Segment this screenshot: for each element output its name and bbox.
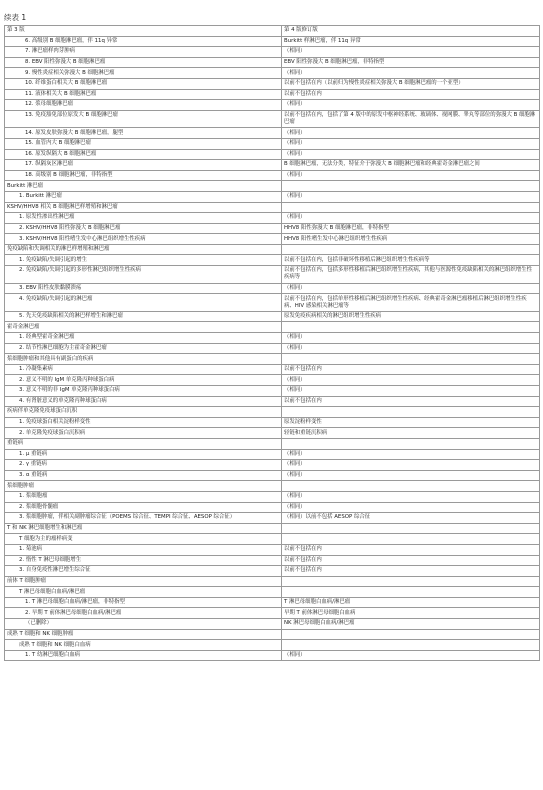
cell-4th-revised: [282, 523, 540, 534]
cell-4th-revised: B 细胞淋巴瘤，无法分类，特征介于弥漫大 B 细胞淋巴瘤和经典霍奇金淋巴瘤之间: [282, 160, 540, 171]
cell-4th-revised: （相同）: [282, 386, 540, 397]
cell-3rd-edition: 1. 原发性渗出性淋巴瘤: [5, 213, 282, 224]
table-row: [5, 223, 540, 234]
cell-3rd-edition: 3. 自身免疫性淋巴增生综合征: [5, 566, 282, 577]
table-row: [5, 170, 540, 181]
cell-3rd-edition: 11. 液体相关大 B 细胞淋巴瘤: [5, 89, 282, 100]
cell-4th-revised: 以前不包括在内，包括了第 4 版中的原发中枢神经系统、玻璃体、视网膜、睾丸等部位的弥漫大 B 细胞淋巴瘤: [282, 110, 540, 128]
cell-3rd-edition: 免疫缺陷和失调相关的淋巴样增殖和淋巴瘤: [5, 244, 282, 255]
cell-3rd-edition: 3. EBV 阳性皮肤黏膜溃疡: [5, 283, 282, 294]
table-row: [5, 470, 540, 481]
cell-3rd-edition: 4. 有肾脏意义的单克隆丙种球蛋白病: [5, 396, 282, 407]
cell-3rd-edition: 2. 结节性淋巴细胞为主霍奇金淋巴瘤: [5, 343, 282, 354]
table-row: [5, 619, 540, 630]
table-row: [5, 57, 540, 68]
cell-4th-revised: [282, 640, 540, 651]
cell-3rd-edition: 1. T 幼淋巴细胞白血病: [5, 650, 282, 661]
cell-3rd-edition: 霍奇金淋巴瘤: [5, 322, 282, 333]
table-row: [5, 68, 540, 79]
table-row: [5, 213, 540, 224]
table-row: [5, 523, 540, 534]
cell-4th-revised: [282, 576, 540, 587]
cell-3rd-edition: 1. 冷凝集素病: [5, 364, 282, 375]
table-row: [5, 333, 540, 344]
cell-4th-revised: 以前不包括在内: [282, 555, 540, 566]
cell-4th-revised: 以前不包括在内: [282, 566, 540, 577]
table-row: [5, 100, 540, 111]
cell-3rd-edition: 7. 淋巴瘤样肉芽肿病: [5, 47, 282, 58]
cell-3rd-edition: 8. EBV 阳性弥漫大 B 细胞淋巴瘤: [5, 57, 282, 68]
cell-4th-revised: HHV8 阳性弥漫大 B 细胞淋巴瘤，非特指型: [282, 223, 540, 234]
cell-4th-revised: NK 淋巴母细胞白血病/淋巴瘤: [282, 619, 540, 630]
table-row: [5, 513, 540, 524]
table-row: [5, 160, 540, 171]
table-row: [5, 555, 540, 566]
table-row: [5, 78, 540, 89]
cell-3rd-edition: 2. 单克隆免疫球蛋白沉积病: [5, 428, 282, 439]
cell-4th-revised: [282, 202, 540, 213]
cell-3rd-edition: 13. 免疫豁免部位原发大 B 细胞淋巴瘤: [5, 110, 282, 128]
cell-3rd-edition: 1. 免疫缺陷/失调引起的增生: [5, 255, 282, 266]
cell-3rd-edition: 16. 原发纵隔大 B 细胞淋巴瘤: [5, 149, 282, 160]
header-col-4th-revised: 第 4 版修订版: [282, 26, 540, 37]
cell-4th-revised: 以前不包括在内，包括多形性移植后淋巴组织增生性疾病，其他与医源性免疫缺陷相关的淋巴组织增生性疾病等: [282, 266, 540, 284]
cell-3rd-edition: 6. 高级别 B 细胞淋巴瘤，伴 11q 异常: [5, 36, 282, 47]
cell-4th-revised: [282, 181, 540, 192]
cell-3rd-edition: 1. 菊池病: [5, 544, 282, 555]
cell-3rd-edition: 12. 浆母细胞淋巴瘤: [5, 100, 282, 111]
cell-4th-revised: [282, 407, 540, 418]
cell-3rd-edition: T 淋巴母细胞白血病/淋巴瘤: [5, 587, 282, 598]
cell-4th-revised: （相同）: [282, 100, 540, 111]
table-row: [5, 283, 540, 294]
cell-4th-revised: （相同）: [282, 375, 540, 386]
table-row: [5, 481, 540, 492]
cell-4th-revised: 轻链和重链沉积病: [282, 428, 540, 439]
table-row: [5, 566, 540, 577]
cell-3rd-edition: 5. 先天免疫缺陷相关的淋巴样增生和淋巴瘤: [5, 311, 282, 322]
cell-3rd-edition: 2. 早期 T 前体淋巴母细胞白血病/淋巴瘤: [5, 608, 282, 619]
table-row: [5, 234, 540, 245]
cell-4th-revised: （相同）: [282, 213, 540, 224]
header-col-3rd-edition: 第 3 版: [5, 26, 282, 37]
table-row: [5, 47, 540, 58]
cell-4th-revised: （相同）: [282, 138, 540, 149]
cell-3rd-edition: 1. Burkitt 淋巴瘤: [5, 191, 282, 202]
cell-4th-revised: [282, 244, 540, 255]
cell-4th-revised: （相同）: [282, 283, 540, 294]
cell-3rd-edition: 浆细胞肿瘤和其他具有副蛋白的疾病: [5, 354, 282, 365]
cell-3rd-edition: 2. 浆细胞骨髓瘤: [5, 502, 282, 513]
cell-4th-revised: （相同）: [282, 333, 540, 344]
cell-3rd-edition: 4. 免疫缺陷/失调引起的淋巴瘤: [5, 294, 282, 312]
table-row: [5, 629, 540, 640]
cell-4th-revised: 以前不包括在内: [282, 89, 540, 100]
cell-4th-revised: 以前不包括在内（以前归为慢性炎症相关弥漫大 B 细胞淋巴瘤的一个亚型）: [282, 78, 540, 89]
cell-4th-revised: （相同）: [282, 343, 540, 354]
cell-4th-revised: 以前不包括在内，包括单形性移植后淋巴组织增生性疾病、经典霍奇金淋巴瘤移植后淋巴组织增生性疾病、HIV 感染相关淋巴瘤等: [282, 294, 540, 312]
cell-3rd-edition: 疾病伴单克隆免疫球蛋白沉积: [5, 407, 282, 418]
cell-3rd-edition: 1. 浆细胞瘤: [5, 491, 282, 502]
table-row: [5, 608, 540, 619]
cell-3rd-edition: T 细胞为主的瘤样病变: [5, 534, 282, 545]
cell-3rd-edition: 18. 高级别 B 细胞淋巴瘤，非特指型: [5, 170, 282, 181]
table-title: 续表 1: [4, 13, 27, 22]
table-row: [5, 354, 540, 365]
cell-3rd-edition: 15. 血管内大 B 细胞淋巴瘤: [5, 138, 282, 149]
table-row: [5, 544, 540, 555]
cell-4th-revised: （相同）以前不包括 AESOP 综合征: [282, 513, 540, 524]
cell-4th-revised: T 淋巴母细胞白血病/淋巴瘤: [282, 597, 540, 608]
cell-4th-revised: 原发淀粉样变性: [282, 417, 540, 428]
cell-4th-revised: （相同）: [282, 128, 540, 139]
cell-3rd-edition: 成熟 T 细胞和 NK 细胞白血病: [5, 640, 282, 651]
table-row: [5, 191, 540, 202]
table-row: [5, 266, 540, 284]
cell-3rd-edition: 1. T 淋巴母细胞白血病/淋巴瘤，非特指型: [5, 597, 282, 608]
table-row: [5, 502, 540, 513]
table-row: [5, 375, 540, 386]
cell-4th-revised: （相同）: [282, 470, 540, 481]
cell-3rd-edition: 3. 浆细胞肿瘤，伴相关副肿瘤综合征（POEMS 综合征、TEMPI 综合征、AESOP 综合征）: [5, 513, 282, 524]
table-row: [5, 587, 540, 598]
cell-3rd-edition: 9. 慢性炎症相关弥漫大 B 细胞淋巴瘤: [5, 68, 282, 79]
cell-3rd-edition: 2. KSHV/HHV8 阳性弥漫大 B 细胞淋巴瘤: [5, 223, 282, 234]
table-row: [5, 181, 540, 192]
cell-3rd-edition: KSHV/HHV8 相关 B 细胞淋巴样增殖和淋巴瘤: [5, 202, 282, 213]
table-row: [5, 597, 540, 608]
cell-4th-revised: （相同）: [282, 491, 540, 502]
cell-4th-revised: [282, 629, 540, 640]
cell-4th-revised: （相同）: [282, 47, 540, 58]
cell-3rd-edition: 3. 意义不明的非 IgM 单克隆丙种球蛋白病: [5, 386, 282, 397]
cell-3rd-edition: Burkitt 淋巴瘤: [5, 181, 282, 192]
cell-3rd-edition: 3. KSHV/HHV8 阳性嗜生发中心淋巴组织增生性疾病: [5, 234, 282, 245]
table-row: [5, 244, 540, 255]
table-row: [5, 417, 540, 428]
cell-3rd-edition: （已删除）: [5, 619, 282, 630]
table-row: [5, 110, 540, 128]
table-row: [5, 343, 540, 354]
cell-4th-revised: [282, 534, 540, 545]
table-row: [5, 386, 540, 397]
cell-3rd-edition: 成熟 T 细胞和 NK 细胞肿瘤: [5, 629, 282, 640]
table-row: [5, 36, 540, 47]
cell-3rd-edition: 2. 惰性 T 淋巴母细胞增生: [5, 555, 282, 566]
table-row: [5, 534, 540, 545]
cell-3rd-edition: 2. 免疫缺陷/失调引起的多形性淋巴组织增生性疾病: [5, 266, 282, 284]
table-row: [5, 322, 540, 333]
cell-4th-revised: EBV 阳性弥漫大 B 细胞淋巴瘤，非特指型: [282, 57, 540, 68]
cell-4th-revised: （相同）: [282, 68, 540, 79]
classification-comparison-table: [4, 25, 540, 661]
cell-4th-revised: 以前不包括在内: [282, 544, 540, 555]
cell-3rd-edition: 重链病: [5, 438, 282, 449]
table-row: [5, 576, 540, 587]
table-row: [5, 149, 540, 160]
table-row: [5, 89, 540, 100]
table-row: [5, 294, 540, 312]
cell-4th-revised: [282, 322, 540, 333]
table-row: [5, 396, 540, 407]
table-row: [5, 460, 540, 471]
table-row: [5, 428, 540, 439]
table-row: [5, 364, 540, 375]
cell-4th-revised: [282, 587, 540, 598]
table-row: [5, 138, 540, 149]
cell-3rd-edition: T 和 NK 淋巴细胞增生和淋巴瘤: [5, 523, 282, 534]
table-row: [5, 449, 540, 460]
cell-4th-revised: Burkitt 样淋巴瘤，伴 11q 异常: [282, 36, 540, 47]
cell-4th-revised: 原发免疫疾病相关的淋巴组织增生性疾病: [282, 311, 540, 322]
table-row: [5, 128, 540, 139]
cell-4th-revised: （相同）: [282, 170, 540, 181]
cell-4th-revised: （相同）: [282, 449, 540, 460]
cell-3rd-edition: 3. α 重链病: [5, 470, 282, 481]
cell-3rd-edition: 1. 免疫球蛋白相关淀粉样变性: [5, 417, 282, 428]
table-row: [5, 491, 540, 502]
cell-4th-revised: HHV8 阳性嗜生发中心淋巴组织增生性疾病: [282, 234, 540, 245]
cell-3rd-edition: 1. 经典型霍奇金淋巴瘤: [5, 333, 282, 344]
cell-4th-revised: （相同）: [282, 191, 540, 202]
cell-3rd-edition: 2. 意义不明的 IgM 单克隆丙种球蛋白病: [5, 375, 282, 386]
cell-4th-revised: [282, 481, 540, 492]
cell-4th-revised: （相同）: [282, 650, 540, 661]
cell-4th-revised: （相同）: [282, 149, 540, 160]
table-row: [5, 311, 540, 322]
table-row: [5, 202, 540, 213]
table-row: [5, 255, 540, 266]
cell-4th-revised: 以前不包括在内: [282, 364, 540, 375]
cell-3rd-edition: 10. 纤维蛋白相关大 B 细胞淋巴瘤: [5, 78, 282, 89]
cell-4th-revised: 早期 T 前体淋巴母细胞白血病: [282, 608, 540, 619]
cell-4th-revised: 以前不包括在内: [282, 396, 540, 407]
cell-4th-revised: 以前不包括在内，包括非破坏性移植后淋巴组织增生性疾病等: [282, 255, 540, 266]
cell-3rd-edition: 前体 T 细胞肿瘤: [5, 576, 282, 587]
cell-4th-revised: [282, 354, 540, 365]
table-row: [5, 650, 540, 661]
table-row: [5, 438, 540, 449]
cell-4th-revised: （相同）: [282, 460, 540, 471]
cell-3rd-edition: 17. 纵隔灰区淋巴瘤: [5, 160, 282, 171]
table-header-row: [5, 26, 540, 37]
table-row: [5, 407, 540, 418]
cell-4th-revised: [282, 438, 540, 449]
cell-3rd-edition: 14. 原发皮肤弥漫大 B 细胞淋巴瘤，腿型: [5, 128, 282, 139]
cell-3rd-edition: 2. γ 重链病: [5, 460, 282, 471]
cell-3rd-edition: 1. μ 重链病: [5, 449, 282, 460]
table-row: [5, 640, 540, 651]
cell-3rd-edition: 浆细胞肿瘤: [5, 481, 282, 492]
cell-4th-revised: （相同）: [282, 502, 540, 513]
